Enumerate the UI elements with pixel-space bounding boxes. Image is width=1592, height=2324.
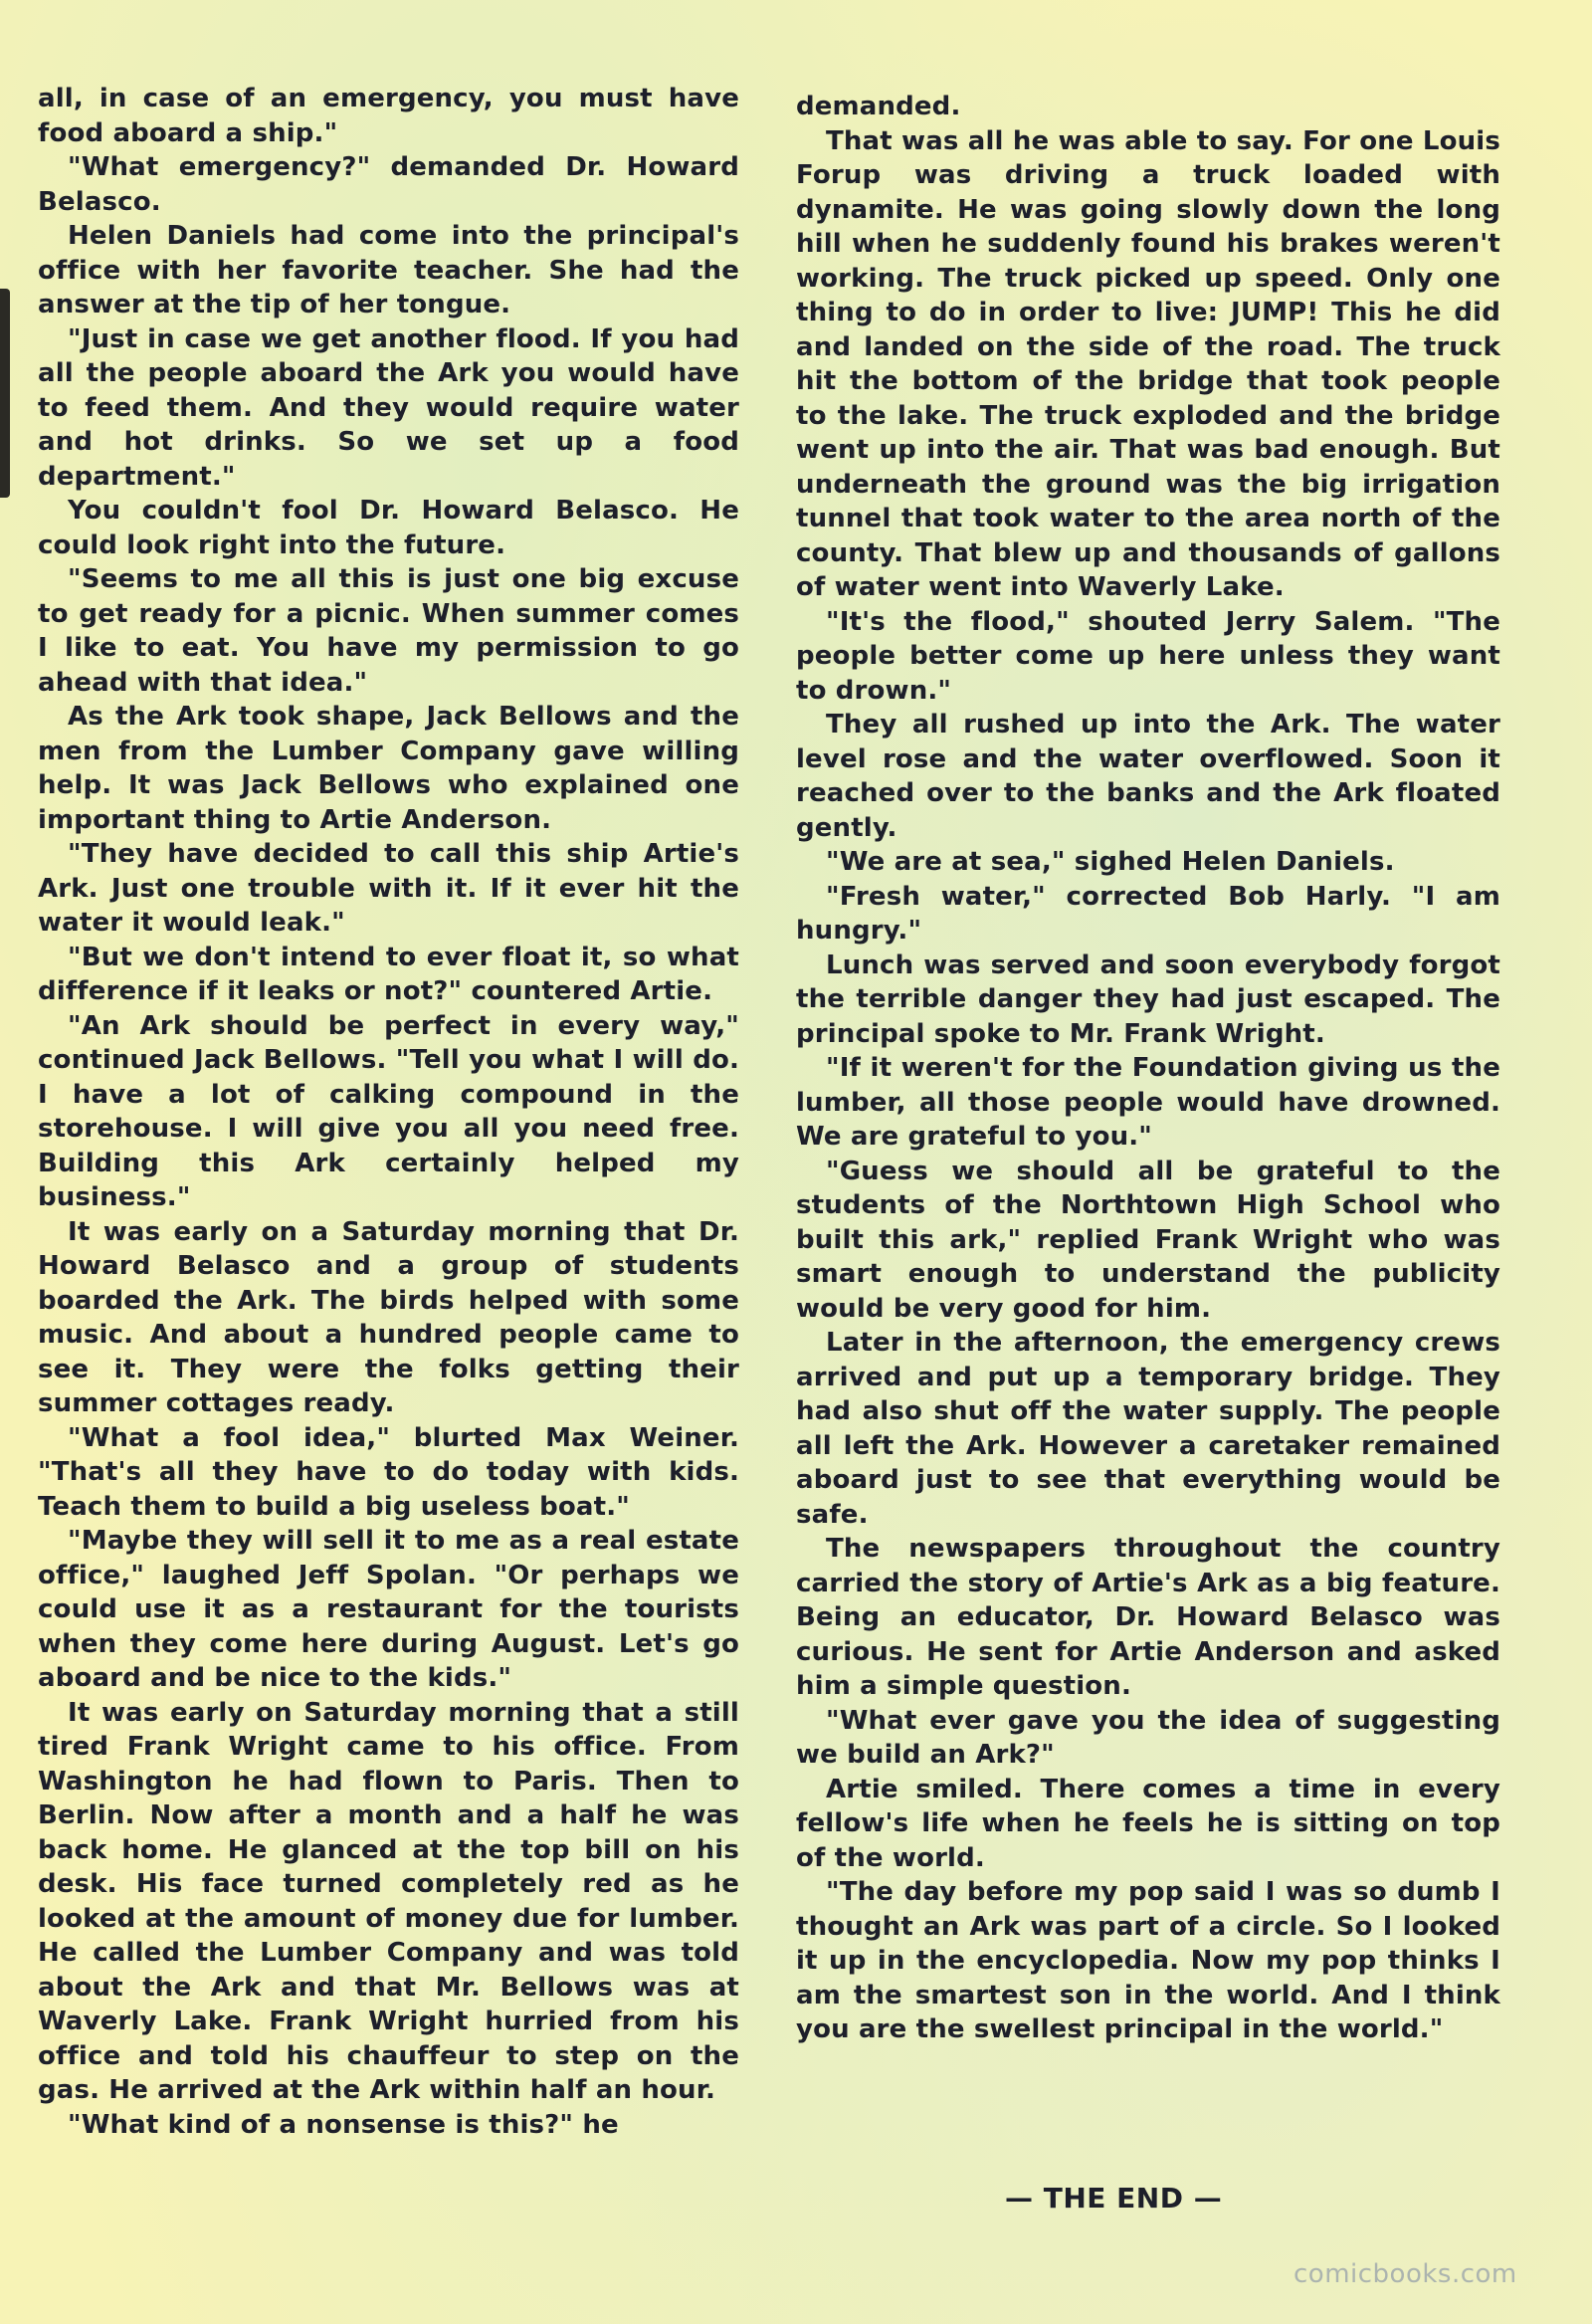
left-text-column xyxy=(38,82,739,2142)
story-paragraph: "But we don't intend to ever float it, so what difference if it leaks or not?" countered Artie. xyxy=(38,942,739,1006)
story-paragraph: "What kind of a nonsense is this?" he xyxy=(68,2109,619,2140)
story-paragraph: You couldn't fool Dr. Howard Belasco. He could look right into the future. xyxy=(38,496,739,560)
story-paragraph: "Fresh water," corrected Bob Harly. "I am hungry." xyxy=(796,881,1500,946)
story-paragraph: It was early on Saturday morning that a still tired Frank Wright came to his office. From Washington he had flown to Paris. Then to Berlin. Now after a month and a half he was back home. He glanced at the top bill on his desk. His face turned completely red as he looked at the amount of money due for lumber. He called the Lumber Company and was told about the Ark and that Mr. Bellows was at Waverly Lake. Frank Wright hurried from his office and told his chauffeur to step on the gas. He arrived at the Ark within half an hour. xyxy=(38,1697,739,2105)
story-paragraph: "What a fool idea," blurted Max Weiner. "That's all they have to do today with kids. Teach them to build a big useless boat." xyxy=(38,1422,739,1522)
story-paragraph: "What emergency?" demanded Dr. Howard Belasco. xyxy=(38,152,739,217)
site-watermark: comicbooks.com xyxy=(1294,2259,1517,2289)
story-paragraph: all, in case of an emergency, you must have food aboard a ship." xyxy=(38,84,739,148)
story-paragraph: "An Ark should be perfect in every way," continued Jack Bellows. "Tell you what I will do. I have a lot of calking compound in the storehouse. I will give you all you need free. Building this Ark certainly helped my business." xyxy=(38,1010,739,1212)
story-paragraph: "If it weren't for the Foundation giving us the lumber, all those people would have drowned. We are grateful to you." xyxy=(796,1053,1500,1152)
story-paragraph: "We are at sea," sighed Helen Daniels. xyxy=(826,847,1395,877)
story-paragraph: Later in the afternoon, the emergency crews arrived and put up a temporary bridge. They had also shut off the water supply. The people all left the Ark. However a caretaker remained aboard just to see that everything would be safe. xyxy=(796,1328,1500,1530)
story-paragraph: Lunch was served and soon everybody forgot the terrible danger they had just escaped. The principal spoke to Mr. Frank Wright. xyxy=(796,950,1500,1049)
story-paragraph: They all rushed up into the Ark. The water level rose and the water overflowed. Soon it reached over to the banks and the Ark floated gently. xyxy=(796,710,1500,843)
story-paragraph: That was all he was able to say. For one Louis Forup was driving a truck loaded with dynamite. He was going slowly down the long hill when he suddenly found his brakes weren't working. The truck picked up speed. Only one thing to do in order to live: JUMP! This he did and landed on the side of the road. The truck hit the bottom of the bridge that took people to the lake. The truck exploded and the bridge went up into the air. That was bad enough. But underneath the ground was the big irrigation tunnel that took water to the area north of the county. That blew up and thousands of gallons of water went into Waverly Lake. xyxy=(796,125,1500,602)
story-paragraph: demanded. xyxy=(796,92,961,121)
story-paragraph: "Guess we should all be grateful to the students of the Northtown High School who built this ark," replied Frank Wright who was smart enough to understand the publicity would be very good for him. xyxy=(796,1156,1500,1324)
right-text-column xyxy=(796,90,1500,2047)
story-paragraph: It was early on a Saturday morning that Dr. Howard Belasco and a group of students boarded the Ark. The birds helped with some music. And about a hundred people came to see it. They were the folks getting their summer cottages ready. xyxy=(38,1216,739,1418)
story-paragraph: The newspapers throughout the country carried the story of Artie's Ark as a big feature. Being an educator, Dr. Howard Belasco was curious. He sent for Artie Anderson and asked him a simple question. xyxy=(796,1534,1500,1701)
story-paragraph: "Maybe they will sell it to me as a real estate office," laughed Jeff Spolan. "Or perhaps we could use it as a restaurant for the tourists when they come here during August. Let's go aboard and be nice to the kids." xyxy=(38,1526,739,1693)
the-end-mark: — THE END — xyxy=(1005,2182,1223,2215)
story-paragraph: "What ever gave you the idea of suggesting we build an Ark?" xyxy=(796,1705,1500,1770)
page-edge-shadow xyxy=(0,289,10,498)
story-paragraph: "The day before my pop said I was so dumb I thought an Ark was part of a circle. So I looked it up in the encyclopedia. Now my pop thinks I am the smartest son in the world. And I think you are the swellest principal in the world." xyxy=(796,1877,1500,2044)
story-paragraph: "They have decided to call this ship Artie's Ark. Just one trouble with it. If it ever hit the water it would leak." xyxy=(38,839,739,938)
story-paragraph: "Seems to me all this is just one big excuse to get ready for a picnic. When summer comes I like to eat. You have my permission to go ahead with that idea." xyxy=(38,564,739,698)
story-paragraph: As the Ark took shape, Jack Bellows and the men from the Lumber Company gave willing help. It was Jack Bellows who explained one important thing to Artie Anderson. xyxy=(38,702,739,835)
story-paragraph: Helen Daniels had come into the principal's office with her favorite teacher. She had the answer at the tip of her tongue. xyxy=(38,221,739,319)
story-paragraph: Artie smiled. There comes a time in every fellow's life when he feels he is sitting on top of the world. xyxy=(796,1774,1500,1873)
story-paragraph: "Just in case we get another flood. If you had all the people aboard the Ark you would have to feed them. And they would require water and hot drinks. So we set up a food department." xyxy=(38,323,739,492)
story-paragraph: "It's the flood," shouted Jerry Salem. "The people better come up here unless they want to drown." xyxy=(796,606,1500,706)
